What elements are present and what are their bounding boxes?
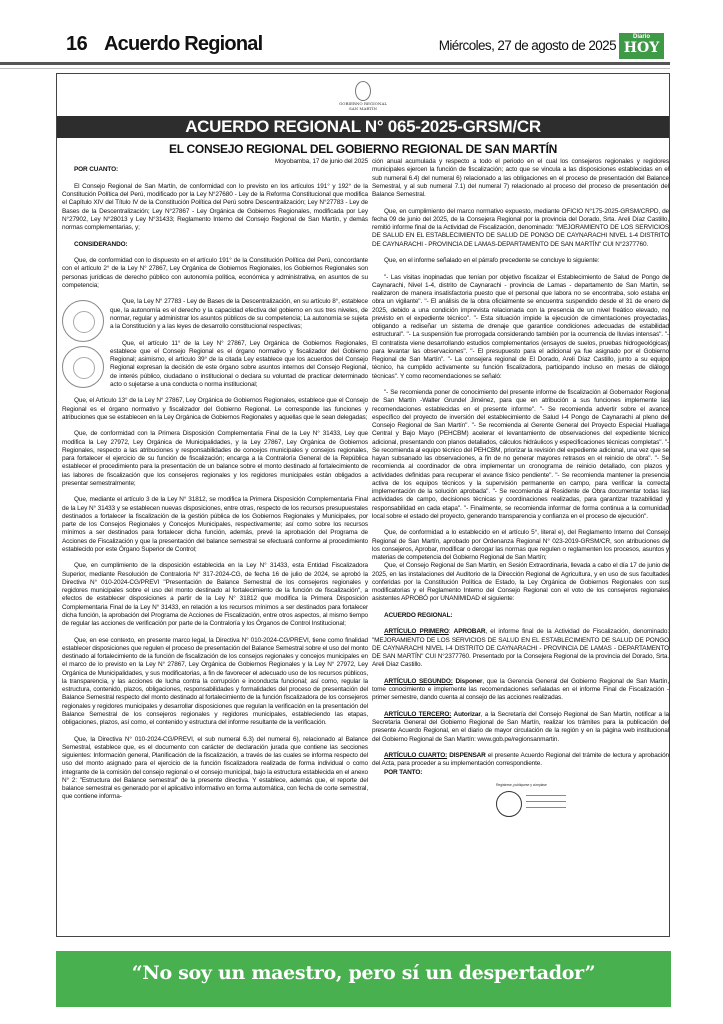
- article-label: ARTÍCULO CUARTO:: [384, 752, 448, 759]
- header-rule-thin: [0, 68, 670, 69]
- paragraph: Que, la Ley N° 27783 - Ley de Bases de la Descentralización, en su artículo 8°, establece que, la autonomía es el derecho y la capacidad efectiva del gobierno en sus tres niveles, de normar, regular y administrar los asuntos públicos de su competencia; La autonomía se sujeta a la Constitución y a las leyes de desarrollo constitucional respectivas;: [110, 298, 368, 330]
- article-lead: Autorizar: [453, 710, 481, 718]
- paragraph: Que, de conformidad con lo dispuesto en el artículo 191° de la Constitución Política del Perú, concordante con el artículo 2° de la Ley N° 27867, Ley Orgánica de Gobiernos Regionales, los Gobiernos Regionales son personas jurídicas de derecho público con autonomía política, económica y administrativa, en asuntos de su competencia;: [62, 257, 368, 289]
- article-text: , que la Gerencia General del Gobierno Regional de San Martín, tome conocimiento e implemente las recomendaciones señaladas en el informe Final de Fiscalización - primer semestre, dando cuenta al consejo de las acciones realizadas.: [372, 677, 670, 702]
- right-column: [372, 158, 669, 833]
- government-logo: [338, 81, 388, 111]
- article-1: ARTÍCULO PRIMERO: APROBAR, el informe final de la Actividad de Fiscalización, denominado: "MEJORAMIENTO DE LOS SERVICIOS DE SALUD EN EL ESTABLECIMIENTO DE SALUD DE PONGO DE CAYNARACHI NIVEL I-4 DISTRITO DE CAYNARACHI - PROVINCIA DE LAMAS - DEPARTAMENTO DE SAN MARTÍN" CUI N°2377760. Presentado por la Consejera Regional de la provincia del Dorado, Srta. Areli Díaz Castillo.: [372, 628, 670, 669]
- official-stamp-icon: [496, 791, 522, 817]
- article-label: ARTÍCULO PRIMERO: [384, 628, 449, 636]
- paragraph: Que, el Artículo 13° de la Ley N° 27867, Ley Orgánica de Gobiernos Regionales, establece que el Consejo Regional es el órgano normativo y fiscalizador del Gobierno Regional. Le corresponde las funciones y atribuciones que se establecen en la Ley Orgánica de Gobiernos Regionales y aquellas que le sean delegadas;: [62, 397, 368, 421]
- considerando-heading: CONSIDERANDO:: [74, 240, 128, 248]
- paragraph: "- Las visitas inopinadas que tenían por objetivo fiscalizar el Establecimiento de Salud de Pongo de Caynarachi, Nivel 1-4, distrito de Caynarachi - provincia de Lamas - departamento de San Martín, se realizaron de manera insatisfactoria puesto que el personal que labora no se encontraba, solo estaba en obra un vigilante". "- El análisis de la obra oficialmente se encuentra suspendido desde el 31 de enero de 2025, debido a una condición imprevista relacionada con la presencia de un nivel freático elevado, no previsto en el expediente técnico". "- Esta situación impide la ejecución de cimentaciones proyectadas, obligando a rediseñar un sistema de drenaje que garantice condiciones adecuadas de estabilidad estructural". "- La suspensión fue prorrogada considerando también por la ocurrencia de lluvias intensas". "- El contratista viene desarrollando estudios complementarios (ensayos de suelos, pruebas hidrogeológicas) para levantar las observaciones". "- El presupuesto para el adicional ya fue asignado por el Gobierno Regional de San Martín". "- La consejera regional de El Dorado, Areli Díaz Castillo, junto a su equipo técnico, ha cumplido activamente su función fiscalizadora, participando incluso en mesas de diálogo técnicas". Y como recomendaciones se señaló:: [372, 273, 669, 380]
- coat-of-arms-icon: [355, 81, 371, 101]
- paragraph: Que, el artículo 11° de la Ley N° 27867, Ley Orgánica de Gobiernos Regionales, establece que el Consejo Regional es el órgano normativo y fiscalizador del Gobierno Regional; asimismo, el artículo 39° de la citada Ley establece que los acuerdos del Consejo Regional expresan la decisión de este órgano sobre asuntos internos del Consejo Regional, de interés público, ciudadano o institucional o declara su voluntad de practicar determinado acto o sujetarse a una conducta o norma institucional;: [110, 339, 368, 388]
- paragraph: ción anual acumulada y respecto a todo el periodo en el cual los consejeros regionales y regidores municipales ejercen la función de fiscalización; acto que se vincula a las disposiciones establecidas en el sub numeral 6.4) del numeral 6) relacionado a las obligaciones en el proceso de presentación del Balance Semestral, y al sub numeral 7.1) del numeral 7) relacionado al proceso del proceso de presentación del Balance Semestral.: [372, 158, 669, 198]
- signature-caption: Regístrese, publíquese y cúmplase: [496, 782, 547, 787]
- article-lead: APROBAR: [453, 628, 486, 636]
- article-lead: Disponer: [455, 677, 483, 685]
- article-label: ARTÍCULO TERCERO:: [384, 710, 452, 718]
- article-3: [372, 711, 669, 744]
- article-4: [372, 752, 669, 769]
- article-text: el presente Acuerdo Regional del trámite de lectura y aprobación del Acta, para proceder a su implementación correspondiente.: [372, 752, 670, 768]
- por-tanto-heading: POR TANTO:: [384, 768, 423, 776]
- quote-banner: “No soy un maestro, pero sí un despertador”: [56, 951, 671, 1007]
- paragraph: Que, de conformidad a lo establecido en el artículo 5°, literal e), del Reglamento Interno del Consejo Regional de San Martín, aprobado por Ordenanza Regional N° 023-2019-GRSM/CR, son atribuciones de los consejeros, Aprobar, modificar o derogar las normas que regulen o reglamenten los procesos, asuntos y materias de competencia del Gobierno Regional de San Martín;: [372, 529, 669, 561]
- signature-icon: [526, 795, 566, 813]
- issue-date: Miércoles, 27 de agosto de 2025: [438, 38, 616, 53]
- article-text: , el informe final de la Actividad de Fiscalización, denominado: "MEJORAMIENTO DE LOS SERVICIOS DE SALUD EN EL ESTABLECIMIENTO DE SALUD DE PONGO DE CAYNARACHI NIVEL I-4 DISTRITO DE CAYNARACHI - PROVINCIA DE LAMAS - DEPARTAMENTO DE SAN MARTÍN" CUI N°2377760. Presentado por la Consejera Regional de la provincia del Dorado, Srta. Areli Díaz Castillo.: [372, 628, 670, 669]
- paragraph: Que, la Directiva N° 010-2024-CG/PREVI, el sub numeral 6.3) del numeral 6), relacionado al Balance Semestral, establece que, es el documento con carácter de declaración jurada que contiene las secciones siguientes: Información general, Planificación de la fiscalización, a través de las cuales se informa respecto del uso del monto asignado para el ejercicio de la función fiscalizadora realizada de forma individual o como integrante de la comisión del consejo regional o el consejo municipal, bajo la estructura establecida en el anexo N° 2: "Estructura del Balance semestral" de la presente directiva. Y establece, además que, el reporte del balance semestral es generado por el aplicativo informativo en forma automática, con fecha de corte semestral, que contiene informa-: [62, 735, 368, 801]
- article-2: [372, 678, 669, 703]
- seal-stamp-icon: [62, 346, 104, 388]
- paragraph: Que, el Consejo Regional de San Martín, en Sesión Extraordinaria, llevada a cabo el día 17 de junio de 2025, en las instalaciones del Auditorio de la Dirección Regional de Agricultura, y en uso de sus facultades conferidas por la Constitución Política de Estado, la Ley Orgánica de Gobiernos Regionales con sus modificatorias y el Reglamento Interno del Consejo Regional con el voto de los consejeros regionales asistentes APROBÓ por UNANIMIDAD el siguiente:: [372, 562, 669, 603]
- document-subtitle: EL CONSEJO REGIONAL DEL GOBIERNO REGIONAL DE SAN MARTÍN: [169, 142, 557, 156]
- paragraph: Que, en cumplimiento del marco normativo expuesto, mediante OFICIO N°175-2025-GRSM/CRPD, de fecha 09 de junio del 2025, de la Consejera Regional por la provincia del Dorado, Srta. Areli Díaz Castillo, remitió informe final de la Actividad de Fiscalización, denominado: "MEJORAMIENTO DE LOS SERVICIOS DE SALUD EN EL ESTABLECIMIENTO DE SALUD DE PONGO DE CAYNARACHI NIVEL 1-4 DISTRITO DE CAYNARACHI - PROVINCIA DE LAMAS-DEPARTAMENTO DE SAN MARTÍN" CUI N°2377760.: [372, 207, 669, 248]
- seal-stamp-icon: [62, 300, 104, 342]
- logo-text: HOY: [623, 40, 660, 56]
- article-text: , a la Secretaría del Consejo Regional de San Martín, notificar a la Secretaría General del Gobierno Regional de San Martín, realizar los trámites para la publicación del presente Acuerdo Regional, en el diario de mayor circulación de la región y en la página web institucional del Gobierno Regional de San Martín: www.gob.pe/regionsanmartin.: [372, 710, 669, 743]
- left-column: [62, 158, 368, 810]
- newspaper-logo: [619, 33, 664, 59]
- paragraph: "- Se recomienda poner de conocimiento del presente informe de fiscalización al Gobernador Regional de San Martín -Walter Grundel Jiménez, para que en atribución a sus funciones implemente las recomendaciones establecidas en el presente informe". "- Se recomienda advertir sobre el avance específico del proyecto de inversión del establecimiento de Salud I-4 Pongo de Caynarachi al pleno del Consejo Regional de San Martín". "- Se recomienda al Gerente General del Proyecto Especial Huallaga Central y Bajo Mayo (PEHCBM) acelerar el levantamiento de observaciones del expediente técnico adicional, presentando con planos detallados, cálculos hidráulicos y especificaciones técnicas completas". "- Se recomienda al equipo técnico del PEHCBM, priorizar la revisión del expediente adicional, una vez que se hayan subsanado las observaciones, a fin de no generar mayores retrasos en el reinicio de obra". "- Se recomienda al coordinador de obra implementar un cronograma de reinicio detallado, con plazos y actividades definidas para recuperar el avance físico pendiente". "- Se recomienda mantener la presencia activa de los equipos técnicos y la supervisión permanente en campo, para verificar la correcta implementación de la solución aprobada". "- Se recomienda al Residente de Obra documentar todas las actividades de campo, decisiones técnicas y coordinaciones realizadas, para garantizar trazabilidad y responsabilidad en cada etapa". "- Finalmente, se recomienda informar de forma continua a la comunidad local sobre el estado del proyecto, generando transparencia y confianza en el proceso de ejecución".: [372, 389, 669, 520]
- article-label: ARTÍCULO SEGUNDO:: [384, 677, 453, 685]
- paragraph: Que, mediante el artículo 3 de la Ley N° 31812, se modifica la Primera Disposición Complementaria Final de la Ley N° 31433 y se establecen nuevas disposiciones, entre otras, respecto de los recursos presupuestales destinados a fortalecer la fiscalización de la gestión pública de los Gobiernos Regionales y Municipales, por parte de los Consejos Regionales y Concejos Municipales, respectivamente; así como sobre los recursos mínimos a ser destinados para fortalecer dicha función, además, prevé la aprobación del Programa de Acciones de Fiscalización y que la presentación del balance semestral se efectuará conforme al procedimiento establecido por este Órgano Superior de Control;: [62, 496, 368, 553]
- paragraph: Que, de conformidad con la Primera Disposición Complementaria Final de la Ley N° 31433, Ley que modifica la Ley 27972, Ley Orgánica de Municipalidades, y la Ley 27867, Ley Orgánica de Gobiernos Regionales, respecto a las atribuciones y responsabilidades de concejos municipales y consejos regionales, para fortalecer el ejercicio de su función de fiscalización; encarga a la Contraloría General de la República establecer el procedimiento para la presentación de un balance sobre el monto destinado al fortalecimiento de las labores de fiscalización que los consejeros regionales y los regidores municipales están obligados a presentar semestralmente;: [62, 430, 368, 487]
- por-cuanto-heading: POR CUANTO:: [74, 166, 118, 174]
- logo-line-1: GOBIERNO REGIONAL: [338, 101, 387, 106]
- section-title: Acuerdo Regional: [104, 33, 263, 55]
- paragraph: Que, en ese contexto, en presente marco legal, la Directiva N° 010-2024-CG/PREVI, tiene como finalidad establecer disposiciones que regulen el proceso de presentación del Balance Semestral sobre el uso del monto destinado al fortalecimiento de la función de fiscalización de los consejos regionales y concejos municipales en el marco de lo previsto en la Ley N° 27867, Ley Orgánica de Gobiernos Regionales y la Ley N° 27972, Ley Orgánica de Municipalidades, y sus modificatorias, a fin de favorecer el adecuado uso de los recursos públicos, la transparencia, y las acciones de lucha contra la corrupción e inconducta funcional; así como, regular la estructura, contenido, plazos, obligaciones, responsabilidades y formalidades del proceso de presentación del Balance Semestral respecto del monto destinado al fortalecimiento de la función fiscalizadora de los consejeros regionales y regidores municipales y desarrollar disposiciones que regulan la verificación en la presentación del Balance Semestral de los consejeros regionales y regidores municipales, estableciendo las etapas, obligaciones, plazos, así como, el contenido y estructura del informe resultante de la verificación.: [62, 636, 368, 726]
- document-title: ACUERDO REGIONAL N° 065-2025-GRSM/CR: [57, 116, 669, 138]
- article-lead: DISPENSAR: [449, 752, 486, 759]
- paragraph: Que, en cumplimiento de la disposición establecida en la Ley N° 31433, esta Entidad Fiscalizadora Superior, mediante Resolución de Contraloría N° 317-2024-CG, de fecha 16 de julio de 2024, se aprobó la Directiva N° 010-2024-CG/PREVI "Presentación de Balance Semestral de los consejeros regionales y regidores municipales sobre el uso del monto destinado al fortalecimiento de la función de fiscalización", a efectos de establecer disposiciones a partir de la Ley N° 31812 que modifica la Primera Disposición Complementaria Final de la Ley N° 31433, en relación a los recursos mínimos a ser destinados para fortalecer dicha función, la aprobación del Programa de Acciones de Fiscalización, entre otros aspectos, al mismo tiempo de regular las acciones de verificación por parte de la Contraloría y los Órganos de Control Institucional;: [62, 562, 368, 627]
- acuerdo-heading: ACUERDO REGIONAL:: [384, 611, 453, 619]
- page-number: 16: [66, 33, 88, 55]
- place-date: Moyobamba, 17 de junio del 2025: [274, 158, 368, 165]
- paragraph: El Consejo Regional de San Martín, de conformidad con lo previsto en los artículos 191° y 192° de la Constitución Política del Perú, modificado por la Ley N°27680 - Ley de la Reforma Constitucional que modifica el Capítulo XIV del Título IV de la Constitución Política del Perú sobre Descentralización; Ley N°27783 - Ley de Bases de la Descentralización; Ley N°27867 - Ley Orgánica de Gobiernos Regionales, modificada por Ley N°27902, Ley N°28013 y Ley N°31433; Reglamento Interno del Consejo Regional de San Martín, y demás normas complementarias, y;: [62, 182, 368, 231]
- header-rule: [0, 62, 670, 65]
- logo-line-2: SAN MARTÍN: [348, 106, 378, 111]
- logo-small-text: Diario: [632, 34, 650, 40]
- signature-block: [496, 783, 596, 833]
- paragraph: Que, en el informe señalado en el párrafo precedente se concluye lo siguiente:: [384, 257, 600, 264]
